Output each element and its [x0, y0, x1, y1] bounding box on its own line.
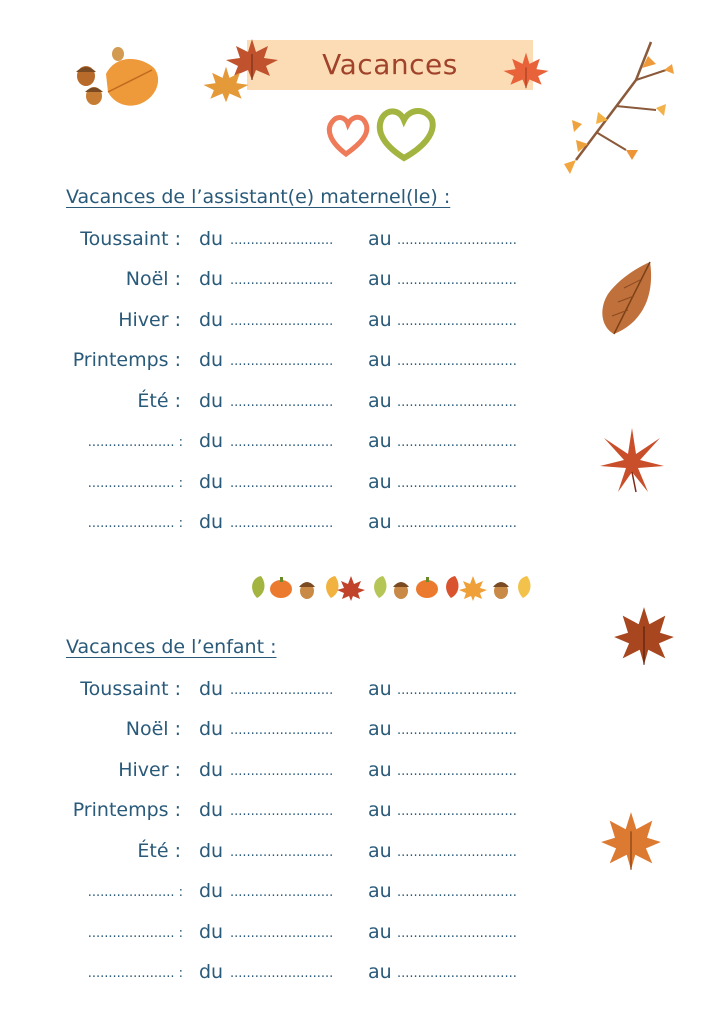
custom-label-blank[interactable]: ..................... : — [87, 926, 183, 941]
du-label: du — [199, 471, 224, 493]
end-date-blank[interactable]: ............................. — [397, 516, 517, 531]
au-label: au — [368, 228, 392, 250]
ginkgo-branch-icon — [556, 40, 676, 180]
holiday-label: Toussaint : — [80, 678, 181, 700]
end-date-blank[interactable]: ............................. — [397, 764, 517, 779]
du-label: du — [199, 718, 224, 740]
end-date-blank[interactable]: ............................. — [397, 314, 517, 329]
holiday-row-custom — [0, 921, 716, 951]
end-date-blank[interactable]: ............................. — [397, 395, 517, 410]
au-label: au — [368, 961, 392, 983]
au-label: au — [368, 349, 392, 371]
end-date-blank[interactable]: ............................. — [397, 845, 517, 860]
holiday-label: Été : — [137, 390, 181, 412]
au-label: au — [368, 799, 392, 821]
custom-label-blank[interactable]: ..................... : — [87, 476, 183, 491]
holiday-row-printemps — [0, 799, 716, 829]
start-date-blank[interactable]: ......................... — [230, 516, 334, 531]
au-label: au — [368, 430, 392, 452]
au-label: au — [368, 268, 392, 290]
end-date-blank[interactable]: ............................. — [397, 683, 517, 698]
du-label: du — [199, 390, 224, 412]
start-date-blank[interactable]: ......................... — [230, 476, 334, 491]
maple-leaf-icon — [500, 45, 552, 95]
end-date-blank[interactable]: ............................. — [397, 273, 517, 288]
du-label: du — [199, 799, 224, 821]
start-date-blank[interactable]: ......................... — [230, 764, 334, 779]
start-date-blank[interactable]: ......................... — [230, 395, 334, 410]
start-date-blank[interactable]: ......................... — [230, 435, 334, 450]
au-label: au — [368, 759, 392, 781]
au-label: au — [368, 718, 392, 740]
du-label: du — [199, 759, 224, 781]
holiday-row-ete — [0, 390, 716, 420]
end-date-blank[interactable]: ............................. — [397, 354, 517, 369]
du-label: du — [199, 840, 224, 862]
holiday-row-custom — [0, 511, 716, 541]
section-title-assistant: Vacances de l’assistant(e) maternel(le) : — [66, 186, 451, 208]
du-label: du — [199, 880, 224, 902]
au-label: au — [368, 678, 392, 700]
section-title-enfant: Vacances de l’enfant : — [66, 636, 277, 658]
holiday-label: Printemps : — [72, 799, 181, 821]
custom-label-blank[interactable]: ..................... : — [87, 516, 183, 531]
start-date-blank[interactable]: ......................... — [230, 885, 334, 900]
end-date-blank[interactable]: ............................. — [397, 476, 517, 491]
au-label: au — [368, 880, 392, 902]
holiday-row-ete — [0, 840, 716, 870]
holiday-label: Hiver : — [118, 309, 181, 331]
au-label: au — [368, 511, 392, 533]
au-label: au — [368, 840, 392, 862]
du-label: du — [199, 430, 224, 452]
start-date-blank[interactable]: ......................... — [230, 354, 334, 369]
end-date-blank[interactable]: ............................. — [397, 435, 517, 450]
au-label: au — [368, 309, 392, 331]
holiday-row-noel — [0, 718, 716, 748]
hearts-icon — [322, 100, 438, 164]
end-date-blank[interactable]: ............................. — [397, 926, 517, 941]
du-label: du — [199, 961, 224, 983]
holiday-row-noel — [0, 268, 716, 298]
oak-leaf-acorn-icon — [66, 44, 166, 116]
holiday-row-hiver — [0, 309, 716, 339]
holiday-row-toussaint — [0, 678, 716, 708]
end-date-blank[interactable]: ............................. — [397, 966, 517, 981]
start-date-blank[interactable]: ......................... — [230, 804, 334, 819]
end-date-blank[interactable]: ............................. — [397, 885, 517, 900]
start-date-blank[interactable]: ......................... — [230, 233, 334, 248]
holiday-label: Hiver : — [118, 759, 181, 781]
autumn-divider-icon — [247, 572, 537, 602]
page-title: Vacances — [322, 48, 458, 81]
du-label: du — [199, 921, 224, 943]
au-label: au — [368, 471, 392, 493]
maple-leaf-icon — [200, 60, 252, 108]
holiday-row-custom — [0, 961, 716, 991]
end-date-blank[interactable]: ............................. — [397, 723, 517, 738]
start-date-blank[interactable]: ......................... — [230, 314, 334, 329]
du-label: du — [199, 309, 224, 331]
holiday-label: Été : — [137, 840, 181, 862]
du-label: du — [199, 678, 224, 700]
holiday-label: Printemps : — [72, 349, 181, 371]
holiday-label: Toussaint : — [80, 228, 181, 250]
holiday-row-custom — [0, 471, 716, 501]
start-date-blank[interactable]: ......................... — [230, 723, 334, 738]
du-label: du — [199, 511, 224, 533]
start-date-blank[interactable]: ......................... — [230, 845, 334, 860]
custom-label-blank[interactable]: ..................... : — [87, 966, 183, 981]
start-date-blank[interactable]: ......................... — [230, 683, 334, 698]
du-label: du — [199, 268, 224, 290]
holiday-label: Noël : — [125, 718, 181, 740]
holiday-row-custom — [0, 430, 716, 460]
holiday-row-printemps — [0, 349, 716, 379]
au-label: au — [368, 390, 392, 412]
au-label: au — [368, 921, 392, 943]
start-date-blank[interactable]: ......................... — [230, 966, 334, 981]
custom-label-blank[interactable]: ..................... : — [87, 435, 183, 450]
holiday-row-custom — [0, 880, 716, 910]
end-date-blank[interactable]: ............................. — [397, 804, 517, 819]
holiday-row-toussaint — [0, 228, 716, 258]
start-date-blank[interactable]: ......................... — [230, 926, 334, 941]
start-date-blank[interactable]: ......................... — [230, 273, 334, 288]
holiday-row-hiver — [0, 759, 716, 789]
du-label: du — [199, 349, 224, 371]
holiday-label: Noël : — [125, 268, 181, 290]
custom-label-blank[interactable]: ..................... : — [87, 885, 183, 900]
maple-leaf-icon — [612, 604, 676, 670]
end-date-blank[interactable]: ............................. — [397, 233, 517, 248]
du-label: du — [199, 228, 224, 250]
